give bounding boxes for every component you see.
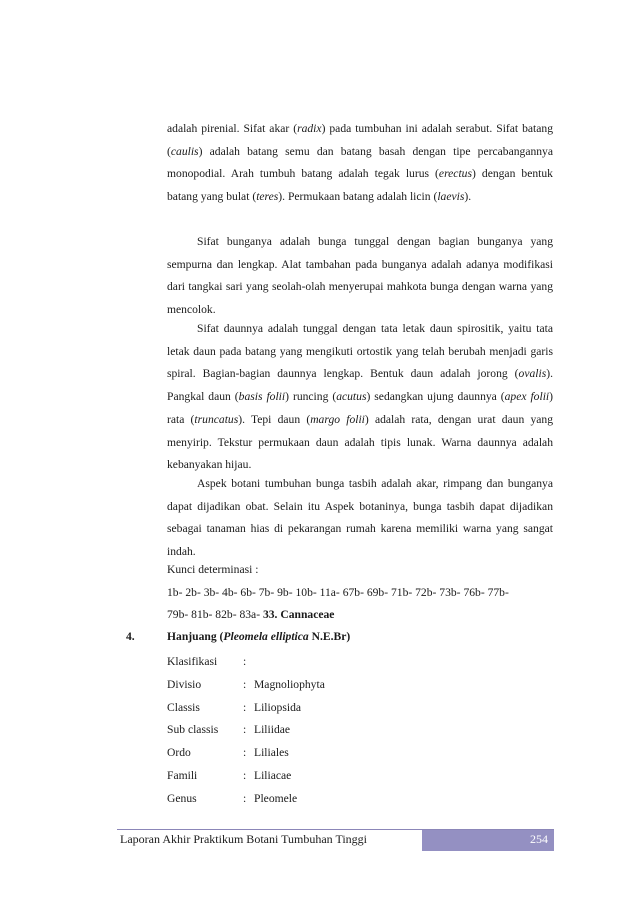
classification-table (167, 655, 325, 815)
classification-value: Pleomele (254, 791, 298, 805)
classification-colon: : (243, 655, 247, 668)
classification-value: Liliales (254, 746, 289, 760)
classification-label: Sub classis (167, 723, 219, 737)
classification-colon: : (243, 746, 247, 760)
classification-row (167, 792, 325, 815)
paragraph-root-stem: adalah pirenial. Sifat akar (radix) pada tumbuhan ini adalah serabut. Sifat batang (caulis) adalah batang semu dan batang basah dengan tipe percabangannya monopodial. Arah tumbuh batang adalah tegak lurus (erectus) dengan bentuk batang yang bulat (teres). Permukaan batang adalah licin (laevis). (167, 122, 553, 204)
paragraph-flower: Sifat bunganya adalah bunga tunggal dengan bagian bunganya yang sempurna dan lengkap. Alat tambahan pada bunganya adalah adanya modifikasi dari tangkai sari yang seolah-olah menyerupai mahkota bunga dengan warna yang mencolok. (167, 235, 553, 317)
determination-key-line2: 79b- 81b- 82b- 83a- 33. Cannaceae (167, 608, 335, 621)
classification-label: Divisio (167, 677, 202, 691)
classification-value: Liliidae (254, 723, 291, 737)
classification-label: Klasifikasi (167, 655, 218, 668)
classification-label: Classis (167, 700, 200, 714)
classification-colon: : (243, 700, 247, 714)
paragraph-botany-aspect: Aspek botani tumbuhan bunga tasbih adalah akar, rimpang dan bunganya dapat dijadikan obat. Selain itu Aspek botaninya, bunga tasbih dapat dijadikan sebagai tanaman hias di pekarangan rumah karena memiliki warna yang sangat indah. (167, 477, 553, 559)
classification-row (167, 655, 325, 678)
classification-label: Famili (167, 768, 198, 782)
item-title: Hanjuang (Pleomela elliptica N.E.Br) (167, 630, 351, 643)
footer-title: Laporan Akhir Praktikum Botani Tumbuhan Tinggi (120, 832, 368, 846)
classification-row (167, 701, 325, 724)
classification-value (254, 655, 325, 678)
classification-label: Ordo (167, 746, 191, 760)
page-footer (117, 829, 554, 851)
determination-key-line1: 1b- 2b- 3b- 4b- 6b- 7b- 9b- 10b- 11a- 67b- 69b- 71b- 72b- 73b- 76b- 77b- (167, 586, 509, 599)
classification-colon: : (243, 677, 247, 691)
item-number: 4. (126, 630, 135, 643)
determination-result: 33. Cannaceae (262, 608, 335, 621)
classification-colon: : (243, 791, 247, 805)
paragraph-leaf: Sifat daunnya adalah tunggal dengan tata letak daun spirositik, yaitu tata letak daun pada batang yang mengikuti ortostik yang telah berubah menjadi garis spiral. Bagian-bagian daunnya lengkap. Bentuk daun adalah jorong (ovalis). Pangkal daun (basis folii) runcing (acutus) sedangkan ujung daunnya (apex folii) rata (truncatus). Tepi daun (margo folii) adalah rata, dengan urat daun yang menyirip. Tekstur permukaan daun adalah tipis lunak. Warna daunnya adalah kebanyakan hijau. (167, 322, 554, 472)
classification-value: Liliopsida (254, 700, 302, 714)
classification-value: Liliacae (254, 768, 292, 782)
classification-colon: : (243, 723, 247, 737)
classification-row (167, 769, 325, 792)
classification-colon: : (243, 768, 247, 782)
classification-row (167, 746, 325, 769)
page-number: 254 (422, 830, 554, 851)
determination-key-label: Kunci determinasi : (167, 563, 259, 576)
classification-value: Magnoliophyta (254, 677, 325, 691)
classification-row (167, 723, 325, 746)
classification-label: Genus (167, 791, 197, 805)
classification-row (167, 678, 325, 701)
